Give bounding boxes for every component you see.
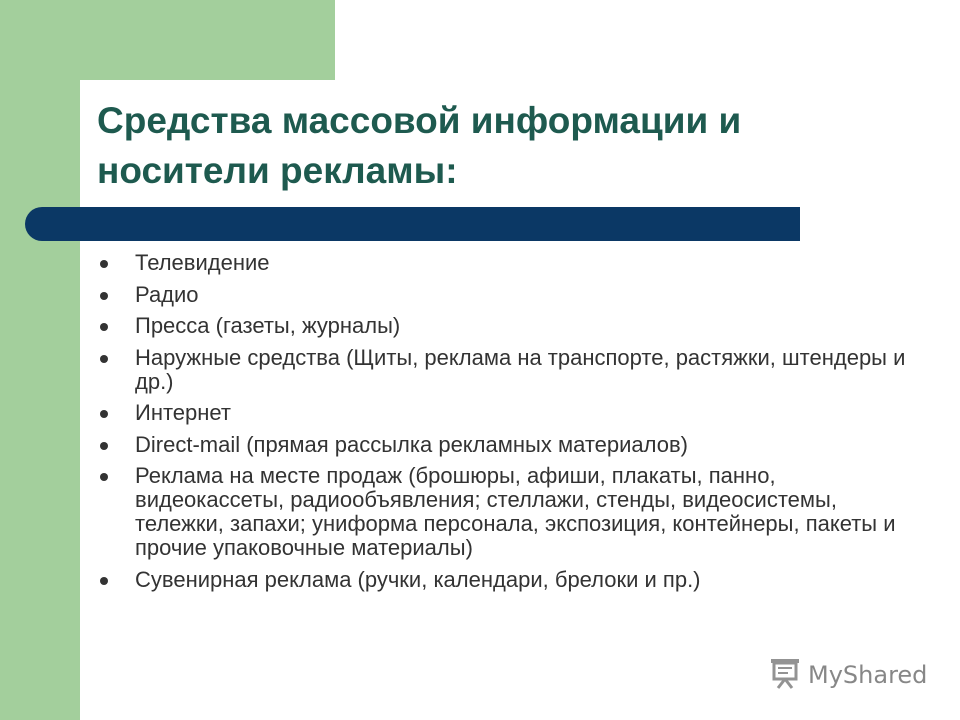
list-item [100,283,930,307]
list-item-text: Телевидение [135,250,270,275]
bullet-icon [100,473,108,481]
list-item-text: Сувенирная реклама (ручки, календари, брелоки и пр.) [135,566,701,592]
bullet-icon [100,355,108,363]
title-underline-bar [25,207,800,241]
list-item [100,568,930,592]
list-item-text: Реклама на месте продаж (брошюры, афиши, плакаты, панно, видеокассеты, радиообъявления; стеллажи, стенды, видеосистемы, тележки, запахи; униформа персонала, экспозиция, контейнеры, пакеты и прочие упаковочные материалы) [135,463,896,560]
list-item [100,251,930,275]
decorative-green-block-left [0,0,80,720]
bullet-icon [100,323,108,331]
watermark-text: MyShared [808,661,928,689]
bullet-icon [100,260,108,268]
list-item-text: Радио [135,281,199,307]
myshared-watermark[interactable] [768,659,927,691]
slide-title: Средства массовой информации и носители рекламы: [97,100,742,191]
bullet-list [100,251,930,599]
bullet-icon [100,577,108,585]
list-item [100,346,930,394]
projector-screen-icon [768,657,802,694]
bullet-icon [100,442,108,450]
list-item-text: Пресса (газеты, журналы) [135,313,401,338]
bullet-icon [100,292,108,300]
list-item [100,464,930,560]
list-item [100,433,930,457]
list-item-text: Наружные средства (Щиты, реклама на транспорте, растяжки, штендеры и др.) [135,344,906,394]
bullet-icon [100,410,108,418]
list-item [100,314,930,338]
list-item-text: Интернет [135,400,231,425]
list-item [100,401,930,425]
list-item-text: Direct-mail (прямая рассылка рекламных материалов) [135,431,688,457]
